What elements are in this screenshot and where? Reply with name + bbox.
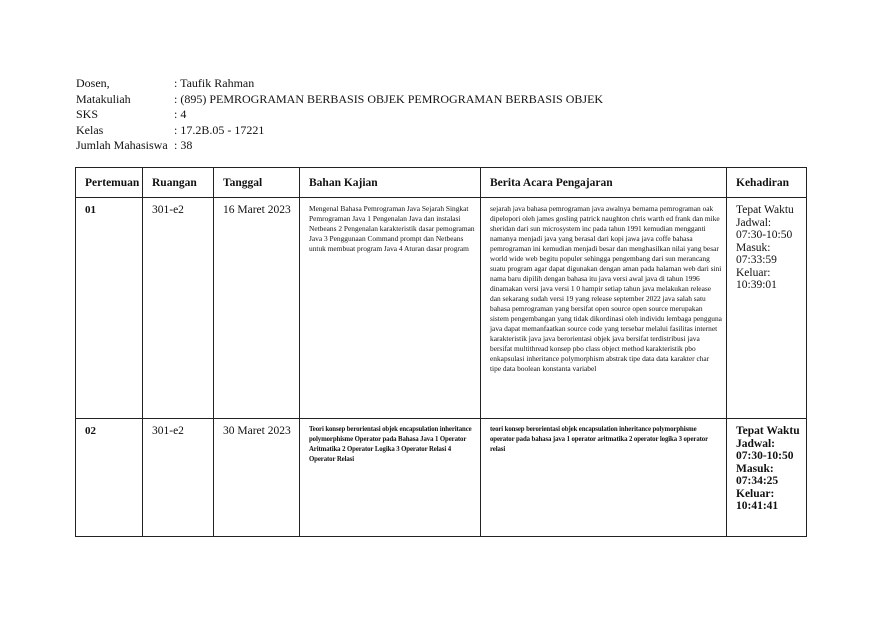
kehadiran-jadwal-value: 07:30-10:50 xyxy=(736,229,793,241)
kehadiran-jadwal-value: 07:30-10:50 xyxy=(736,450,794,462)
cell-ruangan: 301-e2 xyxy=(143,198,214,419)
jumlah-value: : 38 xyxy=(174,138,193,153)
kehadiran-masuk-value: 07:33:59 xyxy=(736,254,777,266)
cell-berita-acara: sejarah java bahasa pemrograman java awalnya bernama pemrograman oak dipelopori oleh james gosling patrick naughton chris warth ed frank dan mike sheridan dari sun microsystem inc pada tahun 1991 kemudian mengganti namanya menjadi java yang berasal dari kopi jawa java coffe bahasa pemrograman ini kemudian menjadi besar dan menghasilkan nilai yang besar world wide web begitu populer sehingga pengembang dari sun merancang suatu program agar dapat digunakan dengan aman pada halaman web dari sini nama baru dipilih dengan bahasa itu java versi awal java di tahun 1996 dinamakan versi java versi 1 0 hampir setiap tahun java melakukan release dan sekarang sudah versi 19 yang release september 2022 java salah satu bahasa pemrograman yang bersifat open source open source merupakan sistem pengembangan yang tidak dikordinasi oleh individu lembaga pengguna java dapat memanfaatkan source code yang tersebar melalui fasilitas internet karakteristik java java berorientasi objek java bersifat terdistribusi java bersifat multithread konsep pbo class object method karakteristik pbo enkapsulasi inheritance polymorphism abstrak tipe data data karakter char tipe data boolean konstanta variabel xyxy=(481,198,727,419)
dosen-label: Dosen, xyxy=(76,76,110,90)
kehadiran-keluar-value: 10:41:41 xyxy=(736,500,779,512)
info-row-kelas xyxy=(76,123,603,139)
kehadiran-keluar-value: 10:39:01 xyxy=(736,279,777,291)
matakuliah-label: Matakuliah xyxy=(76,91,131,106)
cell-kehadiran xyxy=(727,198,807,419)
sks-value: : 4 xyxy=(174,107,187,122)
dosen-value: : Taufik Rahman xyxy=(174,76,255,90)
info-row-matakuliah xyxy=(76,92,603,108)
header-ruangan: Ruangan xyxy=(143,168,214,198)
table-row xyxy=(76,419,807,537)
kelas-value: : 17.2B.05 - 17221 xyxy=(174,122,265,137)
kehadiran-masuk-label: Masuk: xyxy=(736,241,771,254)
cell-berita-acara: teori konsep berorientasi objek encapsulation inheritance polymorphisme operator pada bahasa java 1 operator aritmatika 2 operator logika 3 operator relasi xyxy=(481,419,727,537)
header-kehadiran: Kehadiran xyxy=(727,168,807,198)
table-row xyxy=(76,198,807,419)
header-tanggal: Tanggal xyxy=(214,168,300,198)
cell-kehadiran xyxy=(727,419,807,537)
kehadiran-status: Tepat Waktu xyxy=(736,204,794,216)
cell-pertemuan: 01 xyxy=(76,198,143,419)
header-pertemuan: Pertemuan xyxy=(76,168,143,198)
kehadiran-masuk-label: Masuk: xyxy=(736,462,774,475)
cell-ruangan: 301-e2 xyxy=(143,419,214,537)
header-berita-acara: Berita Acara Pengajaran xyxy=(481,168,727,198)
sks-label: SKS xyxy=(76,107,99,122)
info-row-sks xyxy=(76,107,603,123)
kehadiran-masuk-value: 07:34:25 xyxy=(736,475,779,487)
table-header-row xyxy=(76,168,807,198)
cell-pertemuan: 02 xyxy=(76,419,143,537)
info-row-jumlah xyxy=(76,138,603,154)
cell-bahan-kajian: Mengenal Bahasa Pemrograman Java Sejarah Singkat Pemrograman Java 1 Pengenalan Java dan instalasi Netbeans 2 Pengenalan karakteristik dasar pemograman Java 3 Penggunaan Command prompt dan Netbeans untuk membuat program Java 4 Aturan dasar program xyxy=(300,198,481,419)
attendance-table xyxy=(75,167,807,537)
cell-bahan-kajian: Teori konsep berorientasi objek encapsulation inheritance polymorphisme Operator pada Bahasa Java 1 Operator Aritmatika 2 Operator Logika 3 Operator Relasi 4 Operator Relasi xyxy=(300,419,481,537)
cell-tanggal: 16 Maret 2023 xyxy=(214,198,300,419)
info-row-dosen xyxy=(76,76,603,92)
kehadiran-jadwal-label: Jadwal: xyxy=(736,216,772,229)
kehadiran-keluar-label: Keluar: xyxy=(736,266,771,279)
kehadiran-jadwal-label: Jadwal: xyxy=(736,437,775,450)
kehadiran-status: Tepat Waktu xyxy=(736,425,800,437)
kelas-label: Kelas xyxy=(76,122,104,137)
cell-tanggal: 30 Maret 2023 xyxy=(214,419,300,537)
header-bahan-kajian: Bahan Kajian xyxy=(300,168,481,198)
matakuliah-value: : (895) PEMROGRAMAN BERBASIS OBJEK PEMROGRAMAN BERBASIS OBJEK xyxy=(174,91,604,106)
kehadiran-keluar-label: Keluar: xyxy=(736,487,775,500)
jumlah-label: Jumlah Mahasiswa xyxy=(76,138,168,153)
course-info xyxy=(76,76,603,154)
